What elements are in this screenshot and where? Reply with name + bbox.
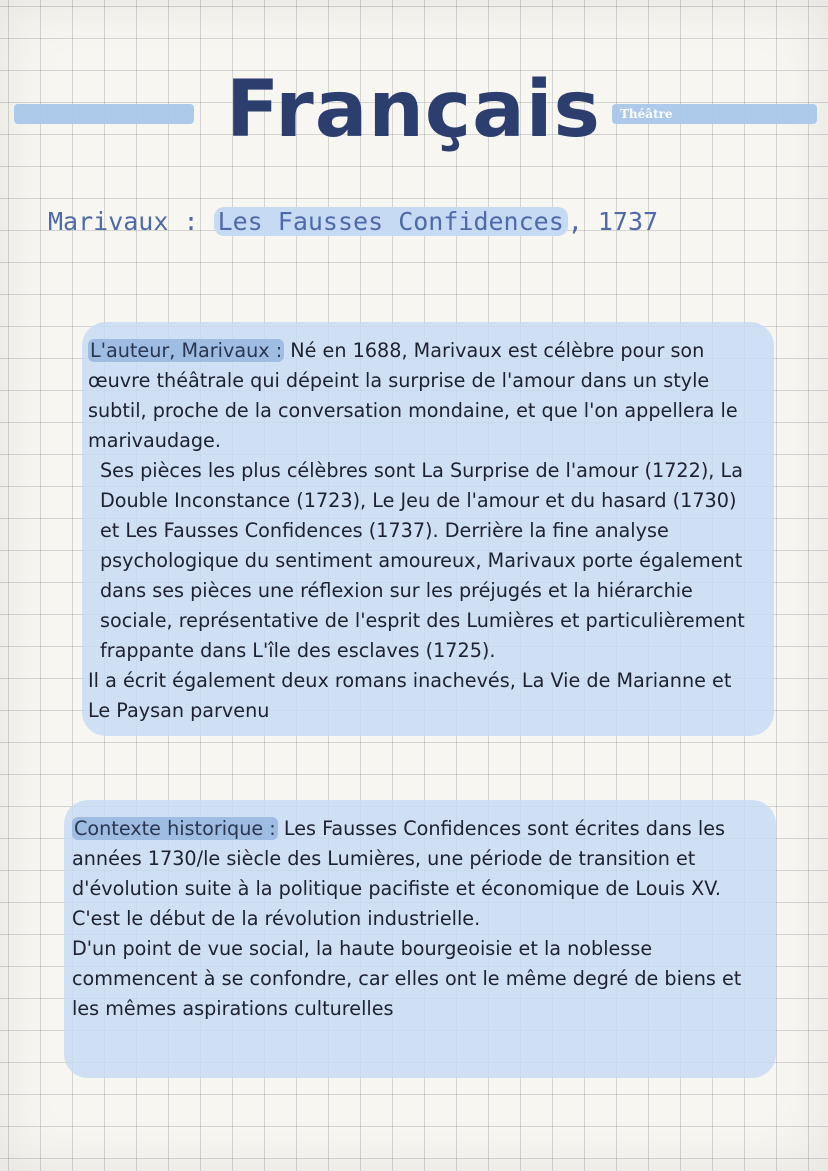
historical-context-section [64, 800, 776, 1078]
section-paragraph: D'un point de vue social, la haute bourgeoisie et la noblesse commencent à se confondre, car elles ont le même degré de biens et les mêmes aspirations culturelles [72, 937, 742, 1020]
work-year: , 1737 [567, 207, 659, 236]
context-section-text [72, 814, 762, 1024]
section-paragraph: Né en 1688, Marivaux est célèbre pour son œuvre théâtrale qui dépeint la surprise de l'amour dans un style subtil, proche de la conversation mondaine, et que l'on appellera le marivaudage. [88, 339, 738, 452]
work-title: Les Fausses Confidences [214, 207, 568, 236]
author-section-text [88, 336, 758, 726]
section-paragraph: Ses pièces les plus célèbres sont La Surprise de l'amour (1722), La Double Inconstance (1723), Le Jeu de l'amour et du hasard (1730) et Les Fausses Confidences (1737). Derrière la fine analyse psychologique du sentiment amoureux, Marivaux porte également dans ses pièces une réflexion sur les préjugés et la hiérarchie sociale, représentative de l'esprit des Lumières et particulièrement frappante dans L'île des esclaves (1725). [100, 459, 745, 662]
author-name: Marivaux : [48, 207, 199, 236]
subject-tag: Théâtre [620, 107, 673, 121]
section-paragraph: Il a écrit également deux romans inachevés, La Vie de Marianne et Le Paysan parvenu [88, 669, 732, 722]
title-highlight-left [14, 104, 194, 124]
section-label: Contexte historique : [74, 817, 276, 840]
work-subtitle [48, 200, 808, 244]
page-title: Français [226, 65, 601, 155]
author-section [82, 322, 774, 736]
section-paragraph: Les Fausses Confidences sont écrites dans les années 1730/le siècle des Lumières, une période de transition et d'évolution suite à la politique pacifiste et économique de Louis XV. C'est le début de la révolution industrielle. [72, 817, 726, 930]
section-label: L'auteur, Marivaux : [90, 339, 283, 362]
